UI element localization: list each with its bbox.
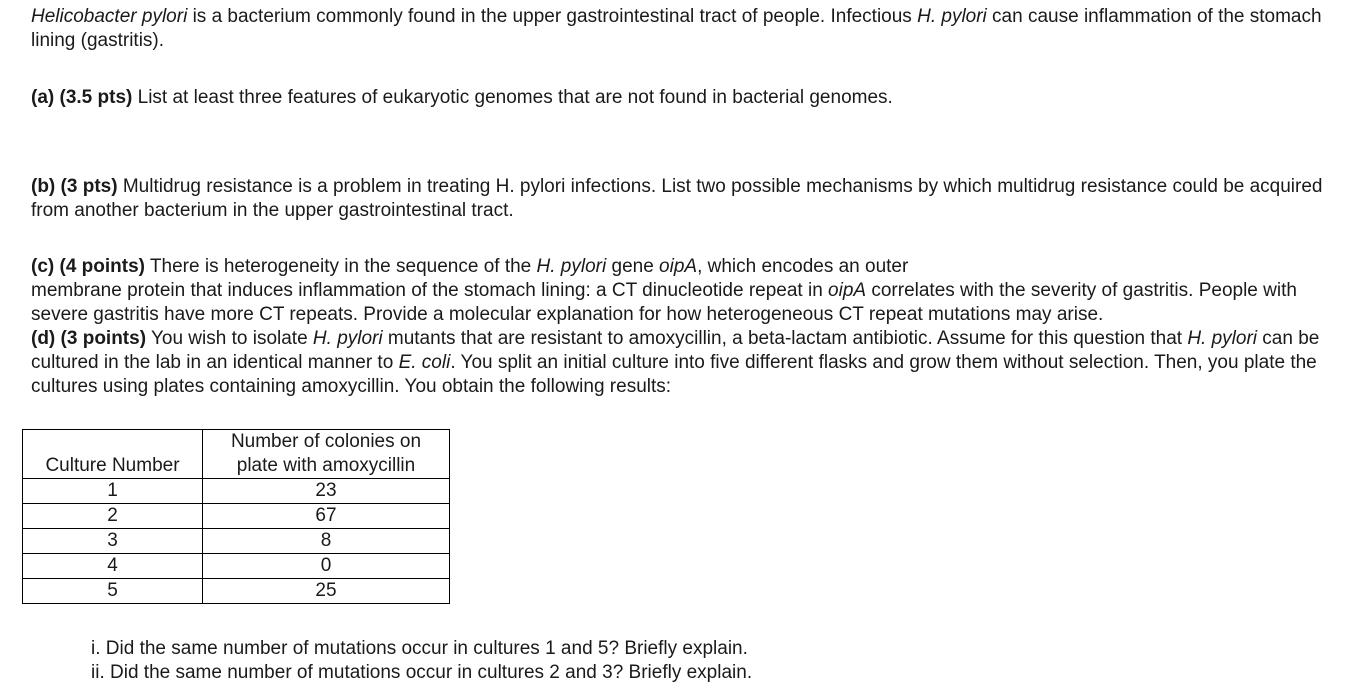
culture-cell: 1 — [23, 479, 203, 504]
colonies-header: Number of colonies on plate with amoxycillin — [203, 430, 450, 479]
culture-cell: 5 — [23, 579, 203, 604]
culture-cell: 3 — [23, 529, 203, 554]
table-header-row — [23, 430, 450, 479]
culture-cell: 4 — [23, 554, 203, 579]
part-c-label: (c) (4 points) — [31, 256, 145, 277]
part-d-question: (d) (3 points) You wish to isolate H. pylori mutants that are resistant to amoxycillin, a beta-lactam antibiotic. Assume for this question that H. pylori can be cultured in the lab in an identical manner to E. coli. You split an initial culture into five different flasks and grow them without selection. Then, you plate the cultures using plates containing amoxycillin. You obtain the following results: — [31, 328, 1320, 397]
table-row — [23, 579, 450, 604]
sub-questions — [91, 637, 752, 685]
table-row — [23, 529, 450, 554]
part-b-question: (b) (3 pts) Multidrug resistance is a problem in treating H. pylori infections. List two possible mechanisms by which multidrug resistance could be acquired from another bacterium in the upper gastrointestinal tract. — [31, 176, 1323, 221]
part-a-question: (a) (3.5 pts) List at least three features of eukaryotic genomes that are not found in bacterial genomes. — [31, 87, 893, 108]
table-row — [23, 554, 450, 579]
colonies-cell: 8 — [203, 529, 450, 554]
exam-page — [31, 5, 1341, 399]
intro-paragraph: Helicobacter pylori is a bacterium commonly found in the upper gastrointestinal tract of people. Infectious H. pylori can cause inflammation of the stomach lining (gastritis). — [31, 6, 1322, 51]
organism-name: Helicobacter pylori — [31, 6, 188, 27]
colonies-cell: 0 — [203, 554, 450, 579]
colonies-cell: 25 — [203, 579, 450, 604]
table-row — [23, 479, 450, 504]
part-c-question: (c) (4 points) There is heterogeneity in the sequence of the H. pylori gene oipA, which encodes an outer membrane protein that induces inflammation of the stomach lining: a CT dinucleotide repeat in oipA correlates with the severity of gastritis. People with severe gastritis have more CT repeats. Provide a molecular explanation for how heterogeneous CT repeat mutations may arise. — [31, 256, 1297, 325]
part-d-label: (d) (3 points) — [31, 328, 147, 349]
colonies-cell: 67 — [203, 504, 450, 529]
results-table — [22, 429, 450, 604]
culture-number-header: Culture Number — [23, 430, 203, 479]
part-a-label: (a) (3.5 pts) — [31, 87, 133, 108]
colonies-cell: 23 — [203, 479, 450, 504]
culture-cell: 2 — [23, 504, 203, 529]
question-ii: ii. Did the same number of mutations occur in cultures 2 and 3? Briefly explain. — [91, 662, 753, 683]
table-row — [23, 504, 450, 529]
part-b-label: (b) (3 pts) — [31, 176, 118, 197]
question-i: i. Did the same number of mutations occur in cultures 1 and 5? Briefly explain. — [91, 638, 748, 659]
